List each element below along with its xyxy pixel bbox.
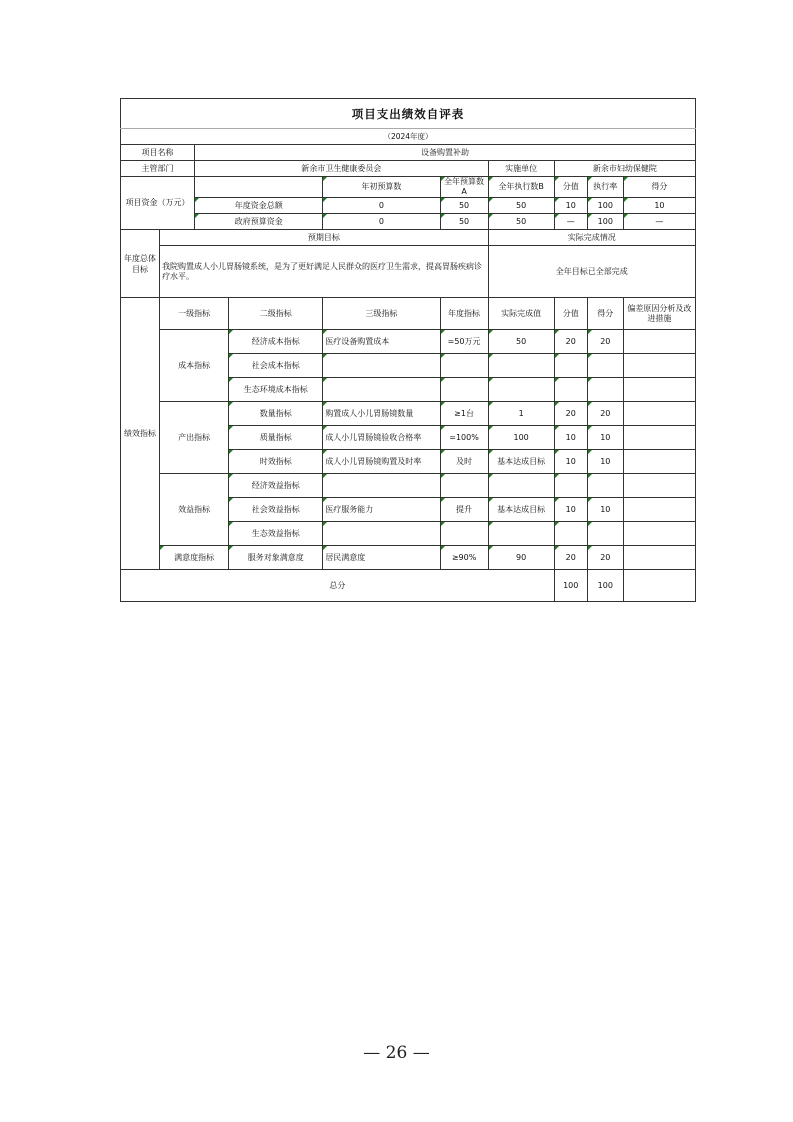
- target-cell: ≥90%: [440, 546, 488, 570]
- fund-header: 执行率: [587, 177, 623, 198]
- got-cell: 10: [587, 450, 623, 474]
- unit-label: 实施单位: [488, 161, 554, 177]
- actual-cell: 90: [488, 546, 554, 570]
- project-name-value: 设备购置补助: [195, 145, 696, 161]
- level3-cell: 医疗服务能力: [323, 498, 440, 522]
- score-cell: 10: [554, 426, 587, 450]
- fund-cell: 50: [488, 214, 554, 230]
- page-number: — 26 —: [363, 1043, 430, 1063]
- actual-cell: 1: [488, 402, 554, 426]
- target-cell: 及时: [440, 450, 488, 474]
- ind-header: 三级指标: [323, 298, 440, 330]
- got-cell: 20: [587, 330, 623, 354]
- actual-cell: 100: [488, 426, 554, 450]
- level2-cell: 经济效益指标: [229, 474, 323, 498]
- fund-row-label: 政府预算资金: [195, 214, 323, 230]
- level1-cost: 成本指标: [160, 330, 229, 402]
- goal-actual-header: 实际完成情况: [488, 230, 695, 246]
- level1-output: 产出指标: [160, 402, 229, 474]
- table-title: 项目支出绩效自评表: [121, 99, 696, 129]
- level2-cell: 生态环境成本指标: [229, 378, 323, 402]
- ind-header: 实际完成值: [488, 298, 554, 330]
- goal-expected-text: 我院购置成人小儿胃肠镜系统，是为了更好满足人民群众的医疗卫生需求，提高胃肠疾病诊疗水平。: [160, 246, 489, 298]
- fund-header: 全年预算数A: [440, 177, 488, 198]
- goal-actual-text: 全年目标已全部完成: [488, 246, 695, 298]
- ind-header: 一级指标: [160, 298, 229, 330]
- level1-satisfaction: 满意度指标: [160, 546, 229, 570]
- target-cell: =100%: [440, 426, 488, 450]
- fund-cell: 50: [440, 198, 488, 214]
- ind-header: 年度指标: [440, 298, 488, 330]
- fund-header: 分值: [554, 177, 587, 198]
- total-got: 100: [587, 570, 623, 602]
- dept-value: 新余市卫生健康委员会: [195, 161, 488, 177]
- fund-cell: 10: [623, 198, 695, 214]
- score-cell: 20: [554, 330, 587, 354]
- fund-header: 得分: [623, 177, 695, 198]
- total-score: 100: [554, 570, 587, 602]
- level2-cell: 经济成本指标: [229, 330, 323, 354]
- fund-cell: —: [623, 214, 695, 230]
- level2-cell: 质量指标: [229, 426, 323, 450]
- goal-label: 年度总体目标: [121, 230, 160, 298]
- got-cell: 20: [587, 546, 623, 570]
- got-cell: 20: [587, 402, 623, 426]
- target-cell: ≥1台: [440, 402, 488, 426]
- level2-cell: 社会效益指标: [229, 498, 323, 522]
- fund-cell: 10: [554, 198, 587, 214]
- level3-cell: 医疗设备购置成本: [323, 330, 440, 354]
- actual-cell: 基本达成目标: [488, 498, 554, 522]
- performance-self-evaluation-table: [120, 98, 696, 602]
- fund-cell: 100: [587, 198, 623, 214]
- perf-label: 绩效指标: [121, 298, 160, 570]
- ind-header: 得分: [587, 298, 623, 330]
- target-cell: 提升: [440, 498, 488, 522]
- level2-cell: 时效指标: [229, 450, 323, 474]
- score-cell: 10: [554, 498, 587, 522]
- fund-header: 年初预算数: [323, 177, 440, 198]
- fund-cell: 0: [323, 198, 440, 214]
- level2-cell: 社会成本指标: [229, 354, 323, 378]
- dept-label: 主管部门: [121, 161, 195, 177]
- level1-benefit: 效益指标: [160, 474, 229, 546]
- fund-cell: 100: [587, 214, 623, 230]
- got-cell: 10: [587, 426, 623, 450]
- level2-cell: 数量指标: [229, 402, 323, 426]
- year-label: （2024年度）: [121, 129, 696, 145]
- actual-cell: 基本达成目标: [488, 450, 554, 474]
- score-cell: 10: [554, 450, 587, 474]
- goal-expected-header: 预期目标: [160, 230, 489, 246]
- fund-header: 全年执行数B: [488, 177, 554, 198]
- score-cell: 20: [554, 546, 587, 570]
- level3-cell: 购置成人小儿胃肠镜数量: [323, 402, 440, 426]
- fund-cell: 0: [323, 214, 440, 230]
- ind-header: 偏差原因分析及改进措施: [623, 298, 695, 330]
- score-cell: 20: [554, 402, 587, 426]
- level2-cell: 生态效益指标: [229, 522, 323, 546]
- total-label: 总分: [121, 570, 555, 602]
- fund-label: 项目资金（万元）: [121, 177, 195, 230]
- actual-cell: 50: [488, 330, 554, 354]
- level2-cell: 服务对象满意度: [229, 546, 323, 570]
- fund-row-label: 年度资金总额: [195, 198, 323, 214]
- project-name-label: 项目名称: [121, 145, 195, 161]
- level3-cell: 成人小儿胃肠镜购置及时率: [323, 450, 440, 474]
- ind-header: 二级指标: [229, 298, 323, 330]
- fund-cell: 50: [440, 214, 488, 230]
- level3-cell: 成人小儿胃肠镜验收合格率: [323, 426, 440, 450]
- got-cell: 10: [587, 498, 623, 522]
- fund-cell: —: [554, 214, 587, 230]
- unit-value: 新余市妇幼保健院: [554, 161, 695, 177]
- fund-cell: 50: [488, 198, 554, 214]
- level3-cell: 居民满意度: [323, 546, 440, 570]
- ind-header: 分值: [554, 298, 587, 330]
- target-cell: =50万元: [440, 330, 488, 354]
